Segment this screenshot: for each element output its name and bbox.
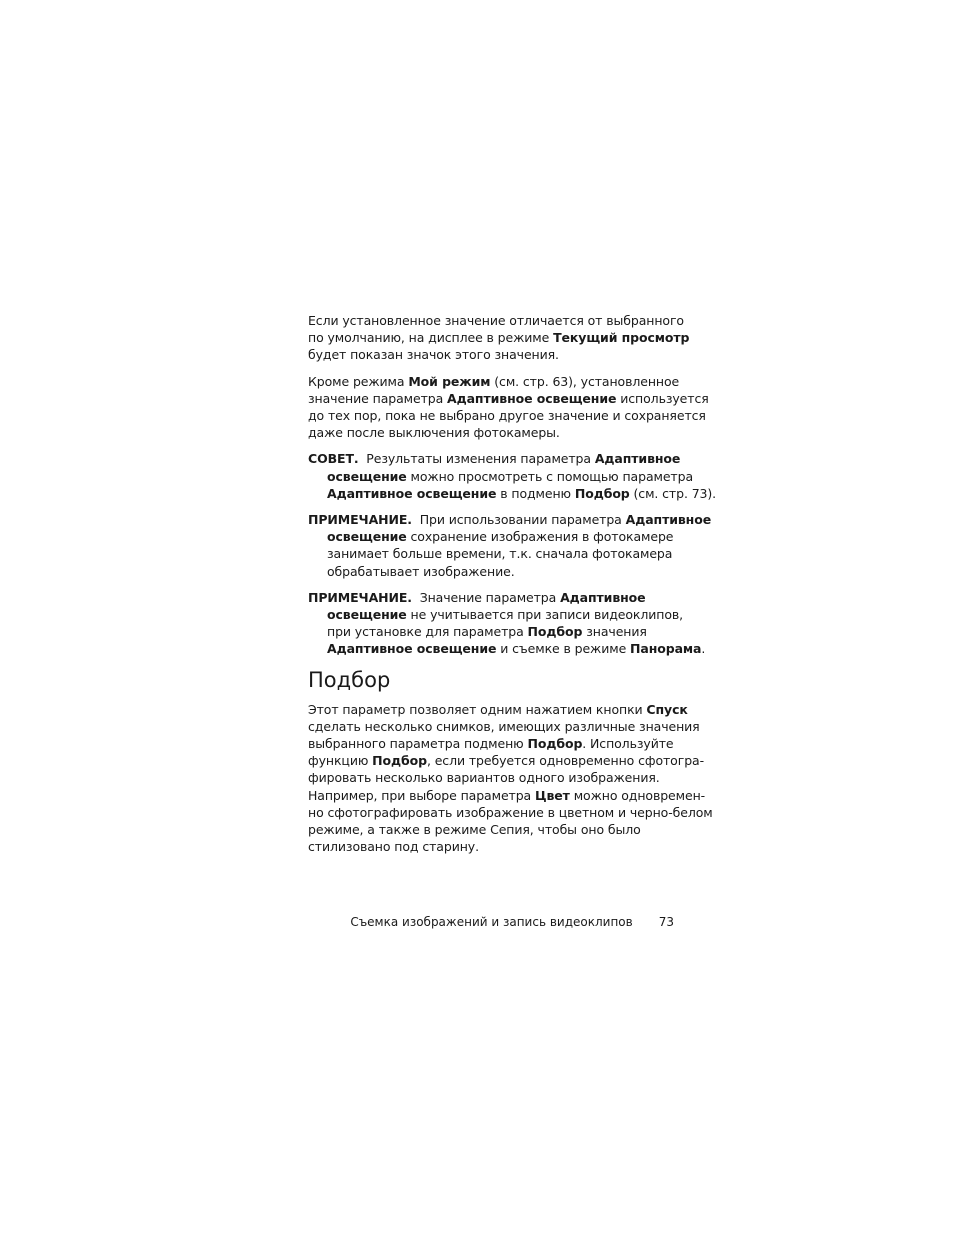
term-adaptive-lighting: Адаптивное освещение xyxy=(327,641,497,657)
paragraph-adaptive-lighting-persistence xyxy=(308,373,709,442)
term-bracketing: Подбор xyxy=(372,753,427,769)
text: Значение параметра xyxy=(411,589,561,605)
note-block-ignored xyxy=(308,589,706,658)
footer-section-title: Съемка изображений и запись видеоклипов xyxy=(350,915,633,929)
text: при установке для параметра xyxy=(327,624,528,640)
text: Например, при выборе параметра xyxy=(308,787,535,803)
text: . xyxy=(701,641,706,657)
page-number: 73 xyxy=(658,915,674,929)
text: значения xyxy=(582,624,647,640)
text: режиме, а также в режиме Сепия, чтобы оно было xyxy=(308,822,641,838)
text: При использовании параметра xyxy=(411,512,626,528)
text: сохранение изображения в фотокамере xyxy=(406,529,674,545)
text: занимает больше времени, т.к. сначала фотокамера xyxy=(327,546,673,562)
term-color: Цвет xyxy=(535,787,570,803)
term-bracketing: Подбор xyxy=(574,485,630,501)
note-label: ПРИМЕЧАНИЕ. xyxy=(308,589,412,605)
paragraph-bracketing xyxy=(308,701,713,856)
text: даже после выключения фотокамеры. xyxy=(308,425,560,441)
term-lighting: освещение xyxy=(327,468,407,484)
term-panorama: Панорама xyxy=(630,641,702,657)
text: выбранного параметра подменю xyxy=(308,736,528,752)
term-shutter: Спуск xyxy=(646,701,688,717)
paragraph-display-icon xyxy=(308,312,690,364)
text: обрабатывает изображение. xyxy=(327,563,515,579)
term-adaptive-lighting: Адаптивное освещение xyxy=(327,485,497,501)
text: значение параметра xyxy=(308,390,448,406)
text: но сфотографировать изображение в цветном и черно-белом xyxy=(308,804,713,820)
text: Этот параметр позволяет одним нажатием кнопки xyxy=(308,701,647,717)
tip-label: СОВЕТ. xyxy=(308,451,359,467)
text: будет показан значок этого значения. xyxy=(308,347,559,363)
term-current-view: Текущий просмотр xyxy=(553,330,690,346)
text: по умолчанию, на дисплее в режиме xyxy=(308,330,554,346)
term-bracketing: Подбор xyxy=(527,624,583,640)
text: в подменю xyxy=(496,485,575,501)
text: и съемке в режиме xyxy=(496,641,631,657)
text: фировать несколько вариантов одного изображения. xyxy=(308,770,660,786)
page-footer xyxy=(308,913,674,931)
text: (см. стр. 73). xyxy=(629,485,717,501)
text: используется xyxy=(616,390,709,406)
text: стилизовано под старину. xyxy=(308,839,479,855)
note-block-save-time xyxy=(308,511,712,580)
tip-block xyxy=(308,450,717,502)
text: (см. стр. 63), установленное xyxy=(490,373,680,389)
term-lighting: освещение xyxy=(327,529,407,545)
term-adaptive: Адаптивное xyxy=(594,451,681,467)
term-adaptive: Адаптивное xyxy=(625,512,712,528)
text: Результаты изменения параметра xyxy=(358,451,595,467)
text: Кроме режима xyxy=(308,373,409,389)
term-my-mode: Мой режим xyxy=(408,373,491,389)
term-adaptive: Адаптивное xyxy=(560,589,646,605)
text: сделать несколько снимков, имеющих различные значения xyxy=(308,718,700,734)
text: можно одновремен- xyxy=(569,787,706,803)
text: . Используйте xyxy=(582,736,674,752)
text: Если установленное значение отличается от выбранного xyxy=(308,313,684,328)
term-adaptive-lighting: Адаптивное освещение xyxy=(447,390,617,406)
text: не учитывается при записи видеоклипов, xyxy=(406,607,684,623)
term-bracketing: Подбор xyxy=(527,736,583,752)
term-lighting: освещение xyxy=(327,607,407,623)
text: , если требуется одновременно сфотогра- xyxy=(426,753,704,769)
section-heading: Подбор xyxy=(308,667,391,692)
text: функцию xyxy=(308,753,373,769)
text: можно просмотреть с помощью параметра xyxy=(406,468,693,484)
text: до тех пор, пока не выбрано другое значение и сохраняется xyxy=(308,408,706,424)
page-body xyxy=(308,312,717,864)
note-label: ПРИМЕЧАНИЕ. xyxy=(308,512,412,528)
